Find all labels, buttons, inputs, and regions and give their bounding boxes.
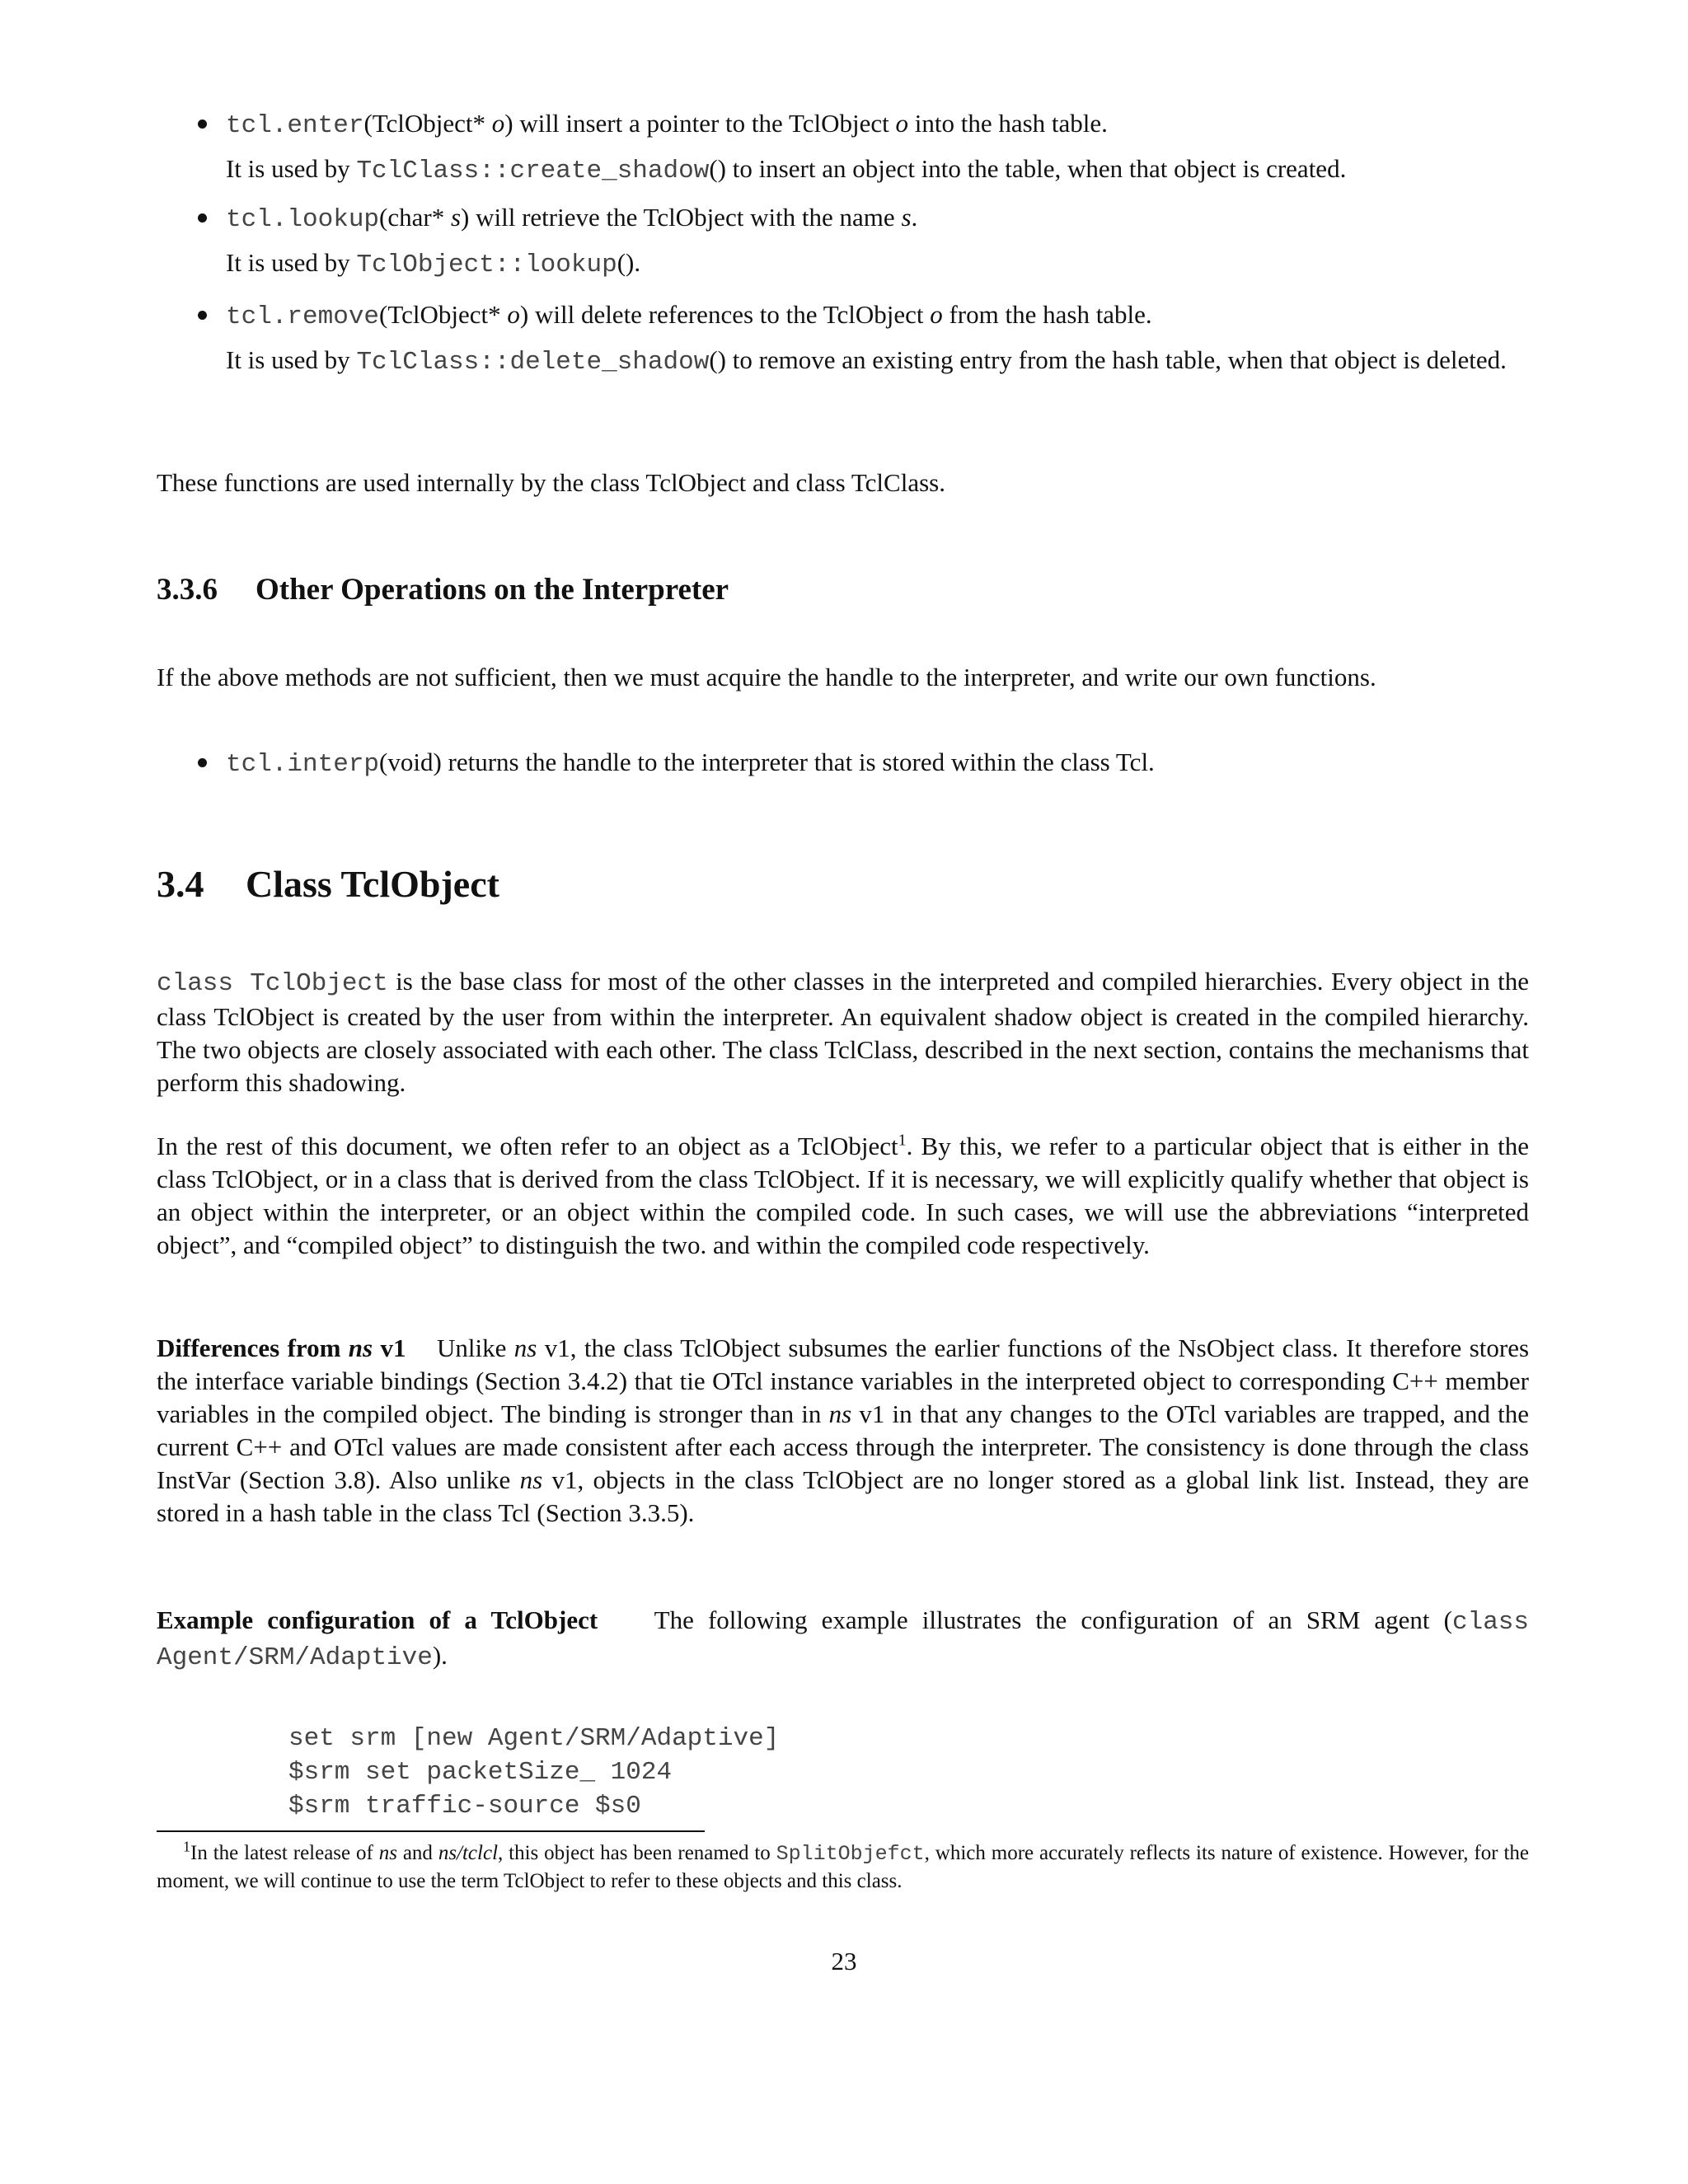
paragraph-class-tclobject [157, 965, 1529, 1099]
variable: o [930, 300, 943, 329]
text: . By this, we refer to a particular object that is either in the class TclObject, or in a class that is derived from the class TclObject. If it is necessary, we will explicitly qualify whether that object is an object within the interpreter, or an object within the compiled code. In such cases, we will use the abbreviations “interpreted object”, and “compiled object” to distinguish the two. and within the compiled code respectively. [157, 1132, 1529, 1259]
text: v1 in that any changes to the OTcl variables are trapped, and the current C++ and OTcl values are made consistent after each access through the interpreter. The consistency is done through the class InstVar (Section 3.8). Also unlike [157, 1399, 1529, 1494]
code-line: set srm [new Agent/SRM/Adaptive] [288, 1724, 780, 1753]
text: In the latest release of [190, 1842, 379, 1864]
text: from the hash table. [942, 300, 1152, 329]
bullet-icon [198, 120, 207, 129]
text: Unlike [437, 1333, 514, 1362]
paragraph-example [157, 1604, 1529, 1675]
paragraph-heading: Example configuration of a TclObject [157, 1605, 598, 1634]
text: In the rest of this document, we often refer to an object as a TclObject [157, 1132, 898, 1160]
text: ns [828, 1399, 852, 1428]
text: ns [513, 1333, 537, 1362]
variable: s [901, 203, 912, 232]
text: is the base class for most of the other classes in the interpreted and compiled hierarchies. Every object in the class TclObject is created by the user from within the interpreter. An equivalent shadow object is created in the compiled hierarchy. The two objects are closely associated with each other. The class TclClass, described in the next section, contains the mechanisms that perform this shadowing. [157, 967, 1529, 1097]
text: (TclObject* [379, 300, 508, 329]
section-heading-3-4 [157, 861, 1529, 907]
text: ns/tclcl [438, 1842, 499, 1864]
footnote-marker: 1 [898, 1131, 907, 1150]
section-number: 3.4 [157, 863, 204, 905]
text: It is used by [226, 248, 357, 277]
code-term: class TclObject [157, 969, 388, 998]
text: (char* [379, 203, 451, 232]
list-item [157, 107, 1529, 201]
text: ) will retrieve the TclObject with the name [461, 203, 902, 232]
text: (). [617, 248, 641, 277]
code-term: tcl.interp [226, 750, 380, 779]
text: ns [378, 1842, 397, 1864]
interp-function-list [157, 746, 1529, 781]
code-term: TclObject::lookup [356, 251, 617, 279]
text: v1 [373, 1333, 406, 1362]
code-term: TclClass::create_shadow [356, 157, 710, 185]
bullet-icon [198, 213, 207, 223]
hash-table-function-list [157, 107, 1529, 379]
text: (void) returns the handle to the interpreter that is stored within the class Tcl. [379, 748, 1155, 776]
list-item [157, 201, 1529, 298]
footnote-divider [157, 1830, 705, 1832]
list-item [157, 746, 1529, 781]
text: and [396, 1842, 438, 1864]
text: v1, objects in the class TclObject are no longer stored as a global link list. Instead, they are stored in a hash table in the class Tcl (Section 3.3.5). [157, 1465, 1529, 1527]
text: Differences from [157, 1333, 349, 1362]
text: ns [519, 1465, 543, 1494]
list-item [157, 298, 1529, 379]
bullet-icon [198, 311, 207, 320]
text: , this object has been renamed to [498, 1842, 776, 1864]
variable: o [895, 109, 908, 138]
paragraph-heading [157, 1333, 406, 1362]
code-term: class Agent/SRM/Adaptive [157, 1608, 1530, 1672]
code-term: TclClass::delete_shadow [356, 348, 710, 377]
text: It is used by [226, 154, 357, 183]
code-line: $srm traffic-source $s0 [288, 1792, 641, 1821]
paragraph-differences [157, 1332, 1529, 1530]
paragraph-rest-of-document [157, 1130, 1529, 1262]
bullet-icon [198, 758, 207, 767]
text: (TclObject* [363, 109, 492, 138]
footnote-marker: 1 [183, 1838, 190, 1855]
code-block [288, 1722, 779, 1823]
section-title: Other Operations on the Interpreter [256, 573, 729, 607]
text: into the hash table. [908, 109, 1108, 138]
paragraph-above-methods: If the above methods are not sufficient, then we must acquire the handle to the interpreter, and write our own functions. [157, 663, 1376, 691]
code-term: SplitObjefct [776, 1842, 925, 1866]
paragraph-internal: These functions are used internally by the class TclObject and class TclClass. [157, 468, 945, 497]
text: v1, the class TclObject subsumes the earlier functions of the NsObject class. It therefore stores the interface variable bindings (Section 3.4.2) that tie OTcl instance variables in the interpreted object to corresponding C++ member variables in the compiled object. The binding is stronger than in [157, 1333, 1530, 1428]
page-number: 23 [831, 1947, 857, 1975]
variable: s [450, 203, 462, 232]
text: . [911, 203, 918, 232]
text: The following example illustrates the configuration of an SRM agent ( [654, 1605, 1452, 1634]
footnote [157, 1840, 1529, 1895]
section-number: 3.3.6 [157, 573, 218, 607]
text: It is used by [226, 345, 357, 374]
section-title: Class TclObject [246, 863, 499, 905]
text: ). [432, 1641, 448, 1670]
text: ns [348, 1333, 373, 1362]
text: () to insert an object into the table, when that object is created. [709, 154, 1347, 183]
text: ) will insert a pointer to the TclObject [504, 109, 896, 138]
text: ) will delete references to the TclObject [519, 300, 931, 329]
text: () to remove an existing entry from the hash table, when that object is deleted. [709, 345, 1507, 374]
code-term: tcl.lookup [226, 205, 380, 234]
text: , which more accurately reflects its nature of existence. However, for the moment, we will continue to use the term TclObject to refer to these objects and this class. [157, 1842, 1529, 1892]
variable: o [507, 300, 520, 329]
code-term: tcl.remove [226, 302, 380, 331]
code-term: tcl.enter [226, 111, 364, 140]
variable: o [491, 109, 505, 138]
section-heading-3-3-6 [157, 571, 1529, 609]
code-line: $srm set packetSize_ 1024 [288, 1758, 673, 1787]
